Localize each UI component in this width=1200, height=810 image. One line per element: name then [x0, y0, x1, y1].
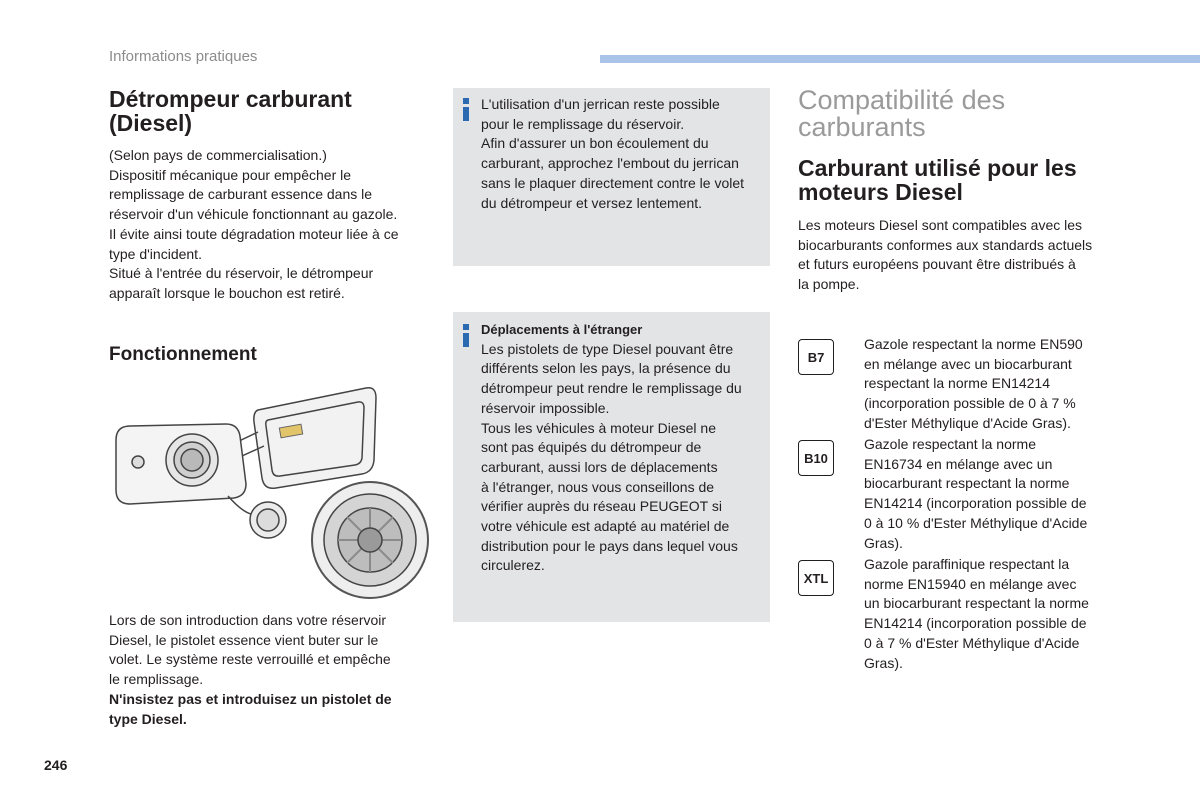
left-title-line2: (Diesel) — [109, 110, 193, 136]
fuel-line: Gras). — [864, 534, 903, 551]
left-intro-line: Il évite ainsi toute dégradation moteur liée à ce — [109, 225, 399, 242]
info-icon — [463, 324, 469, 347]
right-intro — [798, 216, 1128, 295]
fuel-description-b7 — [864, 335, 1124, 434]
fuel-badge-b10: B10 — [798, 440, 834, 476]
fuel-line: 0 à 7 % d'Ester Méthylique d'Acide — [864, 634, 1080, 651]
info-box-abroad-text — [481, 320, 766, 576]
left-intro-line: apparaît lorsque le bouchon est retiré. — [109, 284, 345, 301]
info-line: L'utilisation d'un jerrican reste possible — [481, 96, 720, 112]
left-after-line: volet. Le système reste verrouillé et empêche — [109, 651, 391, 668]
right-title — [798, 87, 1005, 141]
right-subtitle-line2: moteurs Diesel — [798, 179, 963, 205]
info-line: Tous les véhicules à moteur Diesel ne — [481, 419, 717, 436]
info-line: sont pas équipés du détrompeur de — [481, 439, 702, 456]
info-line: différents selon les pays, la présence du — [481, 360, 731, 377]
left-intro-line: type d'incident. — [109, 245, 202, 262]
fuel-line: norme EN15940 en mélange avec — [864, 575, 1077, 592]
info-line: Afin d'assurer un bon écoulement du — [481, 135, 709, 152]
left-after-line: le remplissage. — [109, 671, 204, 688]
right-subtitle-line1: Carburant utilisé pour les — [798, 155, 1077, 181]
fuel-line: EN14214 (incorporation possible de — [864, 615, 1087, 632]
left-title-line1: Détrompeur carburant — [109, 86, 352, 112]
right-intro-line: la pompe. — [798, 276, 860, 293]
fuel-line: un biocarburant respectant la norme — [864, 595, 1089, 612]
left-after-image — [109, 611, 429, 729]
page-number: 246 — [44, 757, 68, 773]
info-line: pour le remplissage du réservoir. — [481, 115, 685, 132]
info-line: réservoir impossible. — [481, 399, 610, 416]
fuel-line: biocarburant respectant la norme — [864, 475, 1070, 492]
warning-line: N'insistez pas et introduisez un pistolet de — [109, 690, 392, 707]
left-after-line: Lors de son introduction dans votre réservoir — [109, 612, 387, 628]
info-line: à l'étranger, nous vous conseillons de — [481, 478, 715, 495]
fuel-line: Gazole respectant la norme — [864, 436, 1036, 452]
right-intro-line: Les moteurs Diesel sont compatibles avec les — [798, 217, 1083, 233]
info-box-abroad-title: Déplacements à l'étranger — [481, 322, 643, 337]
fuel-line: EN14214 (incorporation possible de — [864, 495, 1087, 512]
fuel-line: respectant la norme EN14214 — [864, 375, 1050, 392]
fuel-line: (incorporation possible de 0 à 7 % — [864, 395, 1076, 412]
fuel-badge-b7: B7 — [798, 339, 834, 375]
left-intro-line: remplissage de carburant essence dans le — [109, 186, 373, 203]
right-title-line2: carburants — [798, 112, 926, 142]
left-after-line: Diesel, le pistolet essence vient buter sur le — [109, 631, 379, 648]
left-intro-line: réservoir d'un véhicule fonctionnant au gazole. — [109, 206, 398, 223]
info-box-abroad — [453, 312, 770, 622]
fuel-badge-xtl: XTL — [798, 560, 834, 596]
info-line: carburant, approchez l'embout du jerrican — [481, 155, 739, 172]
info-line: circulerez. — [481, 557, 545, 574]
left-intro — [109, 146, 429, 304]
right-title-line1: Compatibilité des — [798, 85, 1006, 115]
info-line: votre véhicule est adapté au matériel de — [481, 518, 730, 535]
left-intro-line: (Selon pays de commercialisation.) — [109, 147, 327, 163]
info-line: sans le plaquer directement contre le volet — [481, 174, 745, 191]
section-header: Informations pratiques — [109, 48, 258, 65]
info-line: carburant, aussi lors de déplacements — [481, 458, 718, 475]
info-line: détrompeur peut rendre le remplissage du — [481, 380, 742, 397]
fuel-line: 0 à 10 % d'Ester Méthylique d'Acide — [864, 514, 1088, 531]
fuel-line: EN16734 en mélange avec un — [864, 455, 1053, 472]
header-bar — [600, 55, 1200, 63]
info-line: Les pistolets de type Diesel pouvant être — [481, 340, 734, 357]
left-intro-line: Situé à l'entrée du réservoir, le détrompeur — [109, 265, 374, 282]
right-subtitle — [798, 156, 1077, 204]
fuel-line: Gras). — [864, 654, 903, 671]
left-title — [109, 87, 352, 135]
info-line: du détrompeur et versez lentement. — [481, 194, 703, 211]
fuel-description-b10 — [864, 435, 1124, 553]
left-intro-line: Dispositif mécanique pour empêcher le — [109, 166, 352, 183]
info-line: vérifier auprès du réseau PEUGEOT si — [481, 498, 722, 515]
info-icon — [463, 98, 469, 121]
right-intro-line: et futurs européens pouvant être distribués à — [798, 256, 1076, 273]
fuel-description-xtl — [864, 555, 1124, 673]
right-intro-line: biocarburants conformes aux standards actuels — [798, 236, 1093, 253]
info-line: distribution pour le pays dans lequel vous — [481, 537, 738, 554]
fuel-line: en mélange avec un biocarburant — [864, 355, 1072, 372]
fuel-line: Gazole paraffinique respectant la — [864, 556, 1070, 572]
fuel-inlet-illustration — [108, 380, 430, 602]
fuel-line: Gazole respectant la norme EN590 — [864, 336, 1083, 352]
warning-line: type Diesel. — [109, 710, 187, 727]
info-box-jerrican — [453, 88, 770, 266]
fonctionnement-title: Fonctionnement — [109, 344, 257, 365]
info-box-jerrican-text — [481, 95, 766, 213]
fuel-line: d'Ester Méthylique d'Acide Gras). — [864, 414, 1071, 431]
